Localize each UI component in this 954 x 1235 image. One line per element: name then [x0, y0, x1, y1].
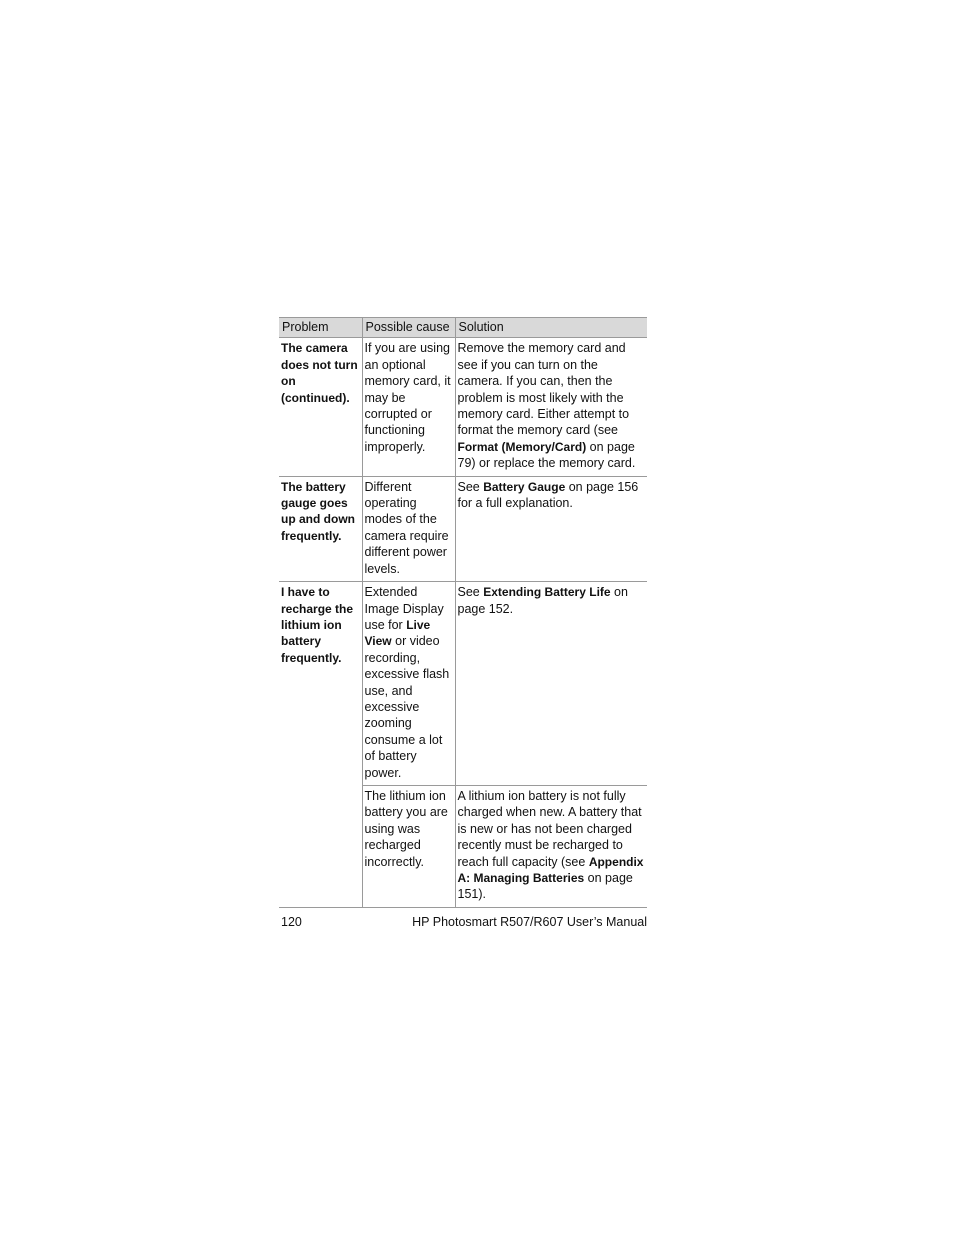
- cross-reference-link[interactable]: Format (Memory/Card): [457, 439, 587, 454]
- cause-cell: Different operating modes of the camera require different power levels.: [362, 476, 455, 581]
- table-header-row: [279, 318, 647, 338]
- cause-cell: [362, 582, 455, 786]
- cause-text: Extended Image Display use for: [364, 585, 444, 632]
- cause-cell: The lithium ion battery you are using was recharged incorrectly.: [362, 785, 455, 907]
- solution-cell: [455, 582, 647, 786]
- page-footer: [281, 915, 647, 929]
- cross-reference-link[interactable]: Extending Battery Life: [483, 585, 611, 600]
- problem-cell: The camera does not turn on (continued).: [279, 338, 362, 476]
- solution-text: A lithium ion battery is not fully charged when new. A battery that is new or has not been charged recently must be recharged to reach full capacity (see: [457, 788, 642, 869]
- header-problem: Problem: [279, 318, 362, 338]
- solution-text: on page 156 for a full explanation.: [457, 479, 639, 511]
- solution-text: Remove the memory card and see if you can turn on the camera. If you can, then the problem is most likely with the memory card. Either attempt to format the memory card (see: [457, 341, 630, 438]
- cause-cell: If you are using an optional memory card, it may be corrupted or functioning improperly.: [362, 338, 455, 476]
- header-solution: Solution: [455, 318, 647, 338]
- table-row: [279, 338, 647, 476]
- table-row: [279, 582, 647, 786]
- solution-text: See: [457, 585, 484, 600]
- cross-reference-link[interactable]: Appendix A: Managing Batteries: [457, 854, 644, 885]
- solution-cell: [455, 785, 647, 907]
- solution-cell: [455, 476, 647, 581]
- troubleshooting-table: [279, 317, 647, 908]
- solution-text: on page 79) or replace the memory card.: [457, 439, 636, 471]
- page-number: 120: [281, 915, 302, 929]
- cross-reference-term: Live View: [364, 617, 431, 649]
- solution-text: on page 152.: [457, 585, 628, 616]
- header-possible-cause: Possible cause: [362, 318, 455, 338]
- solution-text: See: [457, 479, 484, 494]
- table-row: [279, 476, 647, 581]
- cross-reference-link[interactable]: Battery Gauge: [483, 479, 566, 494]
- manual-title: HP Photosmart R507/R607 User’s Manual: [412, 915, 647, 929]
- solution-text: on page 151).: [457, 871, 633, 902]
- cause-text: or video recording, excessive flash use, and excessive zooming consume a lot of battery power.: [364, 634, 450, 780]
- problem-cell: I have to recharge the lithium ion battery frequently.: [279, 582, 362, 908]
- solution-cell: [455, 338, 647, 476]
- problem-cell: The battery gauge goes up and down frequently.: [279, 476, 362, 581]
